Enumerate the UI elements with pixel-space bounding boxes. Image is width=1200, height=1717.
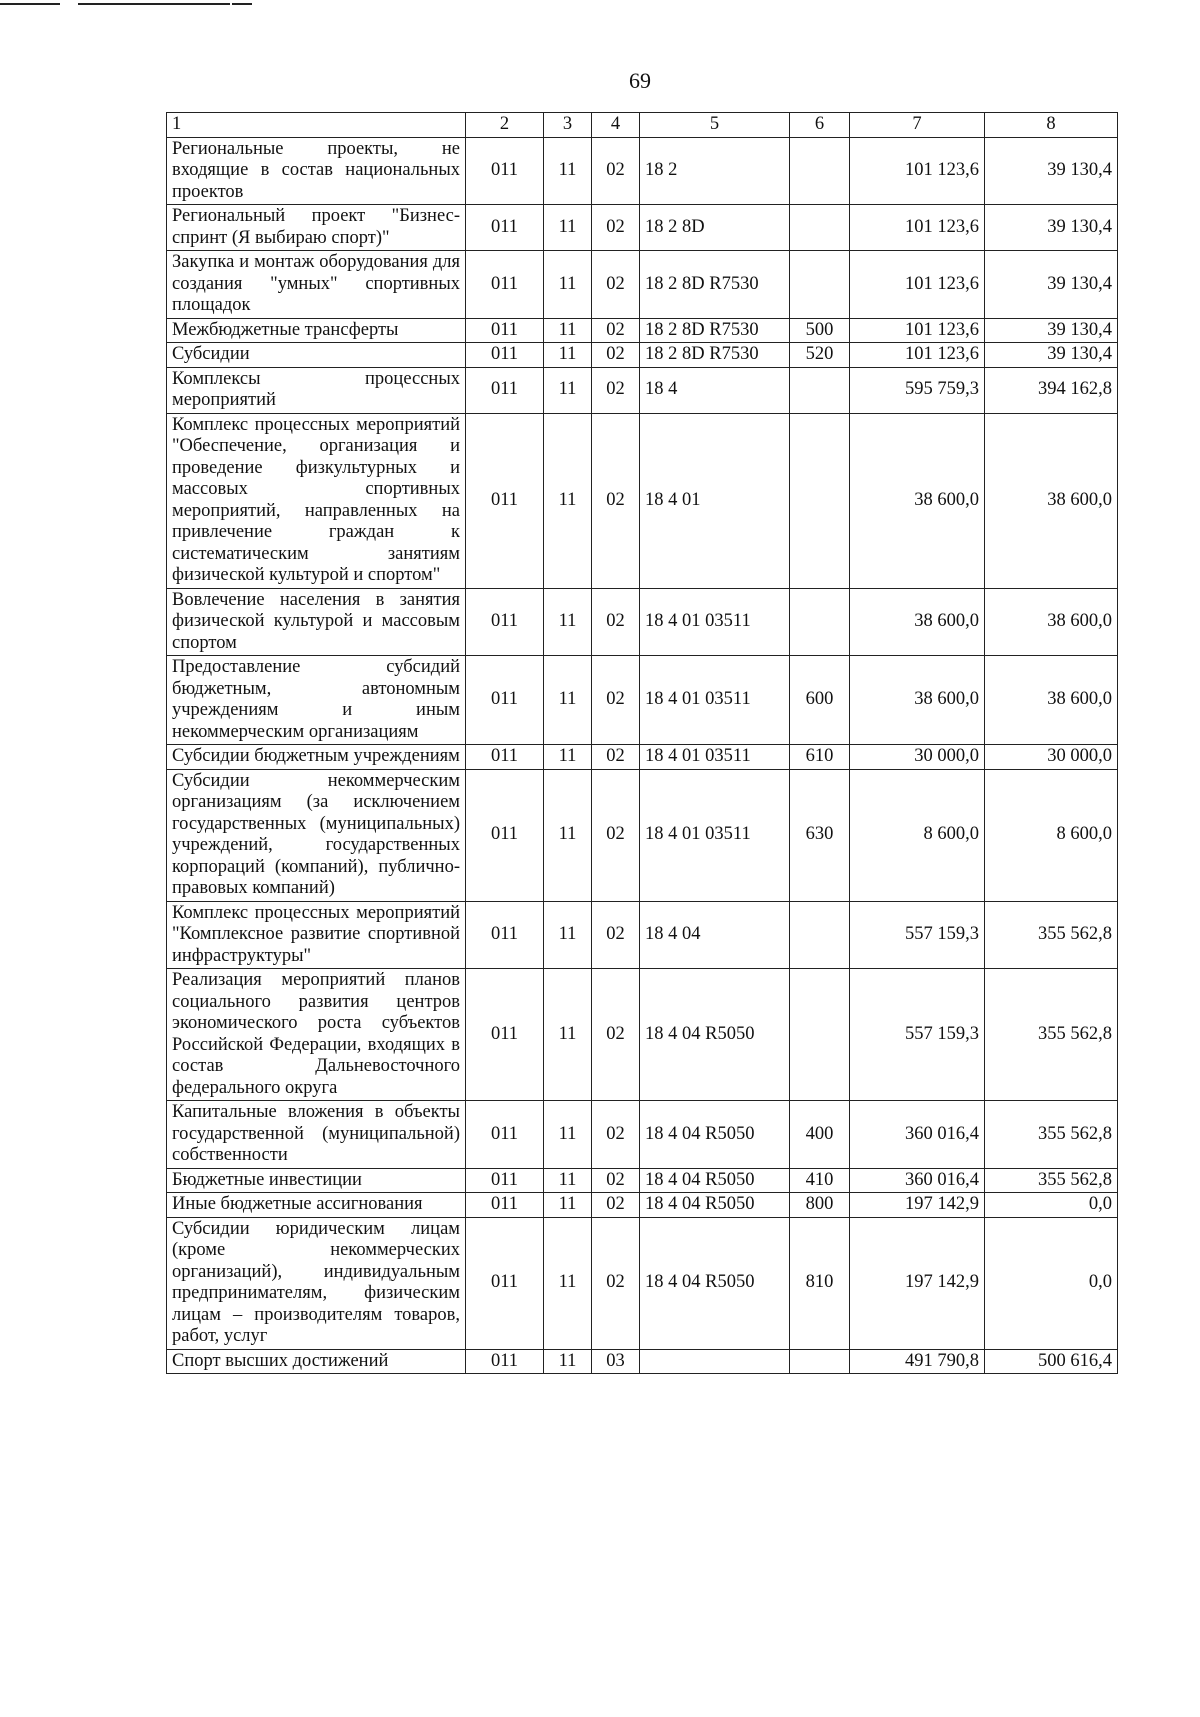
ministry-code-cell: 011 bbox=[466, 137, 544, 205]
row-name-cell: Бюджетные инвестиции bbox=[167, 1168, 466, 1193]
row-name-cell: Региональный проект "Бизнес-спринт (Я выбираю спорт)" bbox=[167, 205, 466, 251]
table-row bbox=[167, 413, 1118, 588]
section-code-cell: 11 bbox=[544, 1349, 592, 1374]
table-row bbox=[167, 318, 1118, 343]
target-article-cell: 18 4 01 bbox=[640, 413, 790, 588]
section-code-cell: 11 bbox=[544, 656, 592, 745]
section-code-cell: 11 bbox=[544, 745, 592, 770]
subsection-code-cell: 02 bbox=[592, 969, 640, 1101]
amount-year2-cell: 39 130,4 bbox=[985, 343, 1118, 368]
expense-type-cell bbox=[790, 1349, 850, 1374]
header-cell: 4 bbox=[592, 113, 640, 138]
ministry-code-cell: 011 bbox=[466, 901, 544, 969]
amount-year2-cell: 38 600,0 bbox=[985, 656, 1118, 745]
row-name-cell: Комплекс процессных мероприятий "Комплексное развитие спортивной инфраструктуры" bbox=[167, 901, 466, 969]
expense-type-cell bbox=[790, 588, 850, 656]
ministry-code-cell: 011 bbox=[466, 588, 544, 656]
row-name-cell: Субсидии некоммерческим организациям (за исключением государственных (муниципальных) учреждений, государственных корпораций (компаний), публично-правовых компаний) bbox=[167, 769, 466, 901]
section-code-cell: 11 bbox=[544, 137, 592, 205]
row-name-cell: Межбюджетные трансферты bbox=[167, 318, 466, 343]
amount-year1-cell: 360 016,4 bbox=[850, 1168, 985, 1193]
amount-year1-cell: 101 123,6 bbox=[850, 343, 985, 368]
ministry-code-cell: 011 bbox=[466, 769, 544, 901]
amount-year2-cell: 500 616,4 bbox=[985, 1349, 1118, 1374]
expense-type-cell bbox=[790, 251, 850, 319]
subsection-code-cell: 02 bbox=[592, 901, 640, 969]
ministry-code-cell: 011 bbox=[466, 318, 544, 343]
ministry-code-cell: 011 bbox=[466, 745, 544, 770]
target-article-cell: 18 4 04 R5050 bbox=[640, 1168, 790, 1193]
header-cell: 6 bbox=[790, 113, 850, 138]
amount-year1-cell: 38 600,0 bbox=[850, 413, 985, 588]
amount-year1-cell: 38 600,0 bbox=[850, 656, 985, 745]
header-cell: 3 bbox=[544, 113, 592, 138]
subsection-code-cell: 02 bbox=[592, 343, 640, 368]
row-name-cell: Иные бюджетные ассигнования bbox=[167, 1193, 466, 1218]
ministry-code-cell: 011 bbox=[466, 1101, 544, 1169]
row-name-cell: Капитальные вложения в объекты государственной (муниципальной) собственности bbox=[167, 1101, 466, 1169]
target-article-cell bbox=[640, 1349, 790, 1374]
expense-type-cell: 500 bbox=[790, 318, 850, 343]
subsection-code-cell: 02 bbox=[592, 1217, 640, 1349]
table-row bbox=[167, 588, 1118, 656]
expense-type-cell: 600 bbox=[790, 656, 850, 745]
table-row bbox=[167, 901, 1118, 969]
expense-type-cell: 630 bbox=[790, 769, 850, 901]
expense-type-cell: 400 bbox=[790, 1101, 850, 1169]
subsection-code-cell: 02 bbox=[592, 1101, 640, 1169]
scan-edge-line bbox=[0, 3, 60, 5]
table-row bbox=[167, 1217, 1118, 1349]
amount-year2-cell: 0,0 bbox=[985, 1217, 1118, 1349]
amount-year1-cell: 101 123,6 bbox=[850, 205, 985, 251]
section-code-cell: 11 bbox=[544, 1101, 592, 1169]
section-code-cell: 11 bbox=[544, 413, 592, 588]
target-article-cell: 18 2 8D R7530 bbox=[640, 318, 790, 343]
header-cell: 5 bbox=[640, 113, 790, 138]
table-row bbox=[167, 1193, 1118, 1218]
header-cell: 8 bbox=[985, 113, 1118, 138]
header-cell: 7 bbox=[850, 113, 985, 138]
section-code-cell: 11 bbox=[544, 205, 592, 251]
expense-type-cell: 810 bbox=[790, 1217, 850, 1349]
section-code-cell: 11 bbox=[544, 1168, 592, 1193]
row-name-cell: Субсидии бюджетным учреждениям bbox=[167, 745, 466, 770]
subsection-code-cell: 02 bbox=[592, 413, 640, 588]
target-article-cell: 18 4 04 bbox=[640, 901, 790, 969]
target-article-cell: 18 4 01 03511 bbox=[640, 769, 790, 901]
amount-year1-cell: 360 016,4 bbox=[850, 1101, 985, 1169]
amount-year1-cell: 557 159,3 bbox=[850, 901, 985, 969]
row-name-cell: Спорт высших достижений bbox=[167, 1349, 466, 1374]
expense-type-cell bbox=[790, 969, 850, 1101]
expense-type-cell bbox=[790, 901, 850, 969]
amount-year2-cell: 38 600,0 bbox=[985, 413, 1118, 588]
table-row bbox=[167, 137, 1118, 205]
ministry-code-cell: 011 bbox=[466, 367, 544, 413]
table-row bbox=[167, 367, 1118, 413]
ministry-code-cell: 011 bbox=[466, 205, 544, 251]
scan-edge-line bbox=[232, 3, 252, 5]
amount-year1-cell: 595 759,3 bbox=[850, 367, 985, 413]
target-article-cell: 18 2 8D bbox=[640, 205, 790, 251]
budget-table bbox=[166, 112, 1118, 1374]
subsection-code-cell: 02 bbox=[592, 588, 640, 656]
amount-year1-cell: 197 142,9 bbox=[850, 1193, 985, 1218]
section-code-cell: 11 bbox=[544, 969, 592, 1101]
table-row bbox=[167, 251, 1118, 319]
target-article-cell: 18 2 bbox=[640, 137, 790, 205]
amount-year1-cell: 30 000,0 bbox=[850, 745, 985, 770]
budget-table-body bbox=[167, 113, 1118, 1374]
target-article-cell: 18 4 04 R5050 bbox=[640, 969, 790, 1101]
table-row bbox=[167, 1349, 1118, 1374]
row-name-cell: Комплексы процессных мероприятий bbox=[167, 367, 466, 413]
row-name-cell: Комплекс процессных мероприятий "Обеспечение, организация и проведение физкультурных и массовых спортивных мероприятий, направленных на привлечение граждан к систематическим занятиям физической культурой и спортом" bbox=[167, 413, 466, 588]
row-name-cell: Предоставление субсидий бюджетным, автономным учреждениям и иным некоммерческим организациям bbox=[167, 656, 466, 745]
ministry-code-cell: 011 bbox=[466, 656, 544, 745]
amount-year2-cell: 30 000,0 bbox=[985, 745, 1118, 770]
expense-type-cell: 520 bbox=[790, 343, 850, 368]
ministry-code-cell: 011 bbox=[466, 251, 544, 319]
section-code-cell: 11 bbox=[544, 769, 592, 901]
ministry-code-cell: 011 bbox=[466, 1349, 544, 1374]
section-code-cell: 11 bbox=[544, 588, 592, 656]
page-number: 69 bbox=[629, 68, 651, 93]
amount-year2-cell: 394 162,8 bbox=[985, 367, 1118, 413]
header-cell: 2 bbox=[466, 113, 544, 138]
table-row bbox=[167, 343, 1118, 368]
section-code-cell: 11 bbox=[544, 901, 592, 969]
amount-year1-cell: 101 123,6 bbox=[850, 137, 985, 205]
expense-type-cell bbox=[790, 137, 850, 205]
subsection-code-cell: 02 bbox=[592, 656, 640, 745]
amount-year1-cell: 8 600,0 bbox=[850, 769, 985, 901]
section-code-cell: 11 bbox=[544, 1217, 592, 1349]
target-article-cell: 18 4 01 03511 bbox=[640, 588, 790, 656]
row-name-cell: Субсидии bbox=[167, 343, 466, 368]
amount-year1-cell: 101 123,6 bbox=[850, 251, 985, 319]
table-row bbox=[167, 656, 1118, 745]
amount-year2-cell: 39 130,4 bbox=[985, 205, 1118, 251]
table-row bbox=[167, 1101, 1118, 1169]
section-code-cell: 11 bbox=[544, 367, 592, 413]
amount-year1-cell: 38 600,0 bbox=[850, 588, 985, 656]
ministry-code-cell: 011 bbox=[466, 969, 544, 1101]
subsection-code-cell: 02 bbox=[592, 769, 640, 901]
expense-type-cell: 610 bbox=[790, 745, 850, 770]
target-article-cell: 18 4 01 03511 bbox=[640, 656, 790, 745]
expense-type-cell bbox=[790, 367, 850, 413]
amount-year2-cell: 355 562,8 bbox=[985, 901, 1118, 969]
amount-year2-cell: 8 600,0 bbox=[985, 769, 1118, 901]
ministry-code-cell: 011 bbox=[466, 1168, 544, 1193]
amount-year2-cell: 355 562,8 bbox=[985, 1101, 1118, 1169]
table-row bbox=[167, 969, 1118, 1101]
header-cell: 1 bbox=[167, 113, 466, 138]
amount-year2-cell: 39 130,4 bbox=[985, 137, 1118, 205]
table-row bbox=[167, 745, 1118, 770]
amount-year2-cell: 38 600,0 bbox=[985, 588, 1118, 656]
amount-year2-cell: 355 562,8 bbox=[985, 969, 1118, 1101]
target-article-cell: 18 4 04 R5050 bbox=[640, 1217, 790, 1349]
subsection-code-cell: 03 bbox=[592, 1349, 640, 1374]
subsection-code-cell: 02 bbox=[592, 1168, 640, 1193]
target-article-cell: 18 4 bbox=[640, 367, 790, 413]
amount-year1-cell: 491 790,8 bbox=[850, 1349, 985, 1374]
row-name-cell: Закупка и монтаж оборудования для создания "умных" спортивных площадок bbox=[167, 251, 466, 319]
amount-year1-cell: 557 159,3 bbox=[850, 969, 985, 1101]
subsection-code-cell: 02 bbox=[592, 137, 640, 205]
table-row bbox=[167, 205, 1118, 251]
amount-year1-cell: 197 142,9 bbox=[850, 1217, 985, 1349]
section-code-cell: 11 bbox=[544, 318, 592, 343]
subsection-code-cell: 02 bbox=[592, 318, 640, 343]
scan-edge-line bbox=[78, 3, 230, 5]
ministry-code-cell: 011 bbox=[466, 1193, 544, 1218]
expense-type-cell bbox=[790, 205, 850, 251]
target-article-cell: 18 4 04 R5050 bbox=[640, 1193, 790, 1218]
target-article-cell: 18 2 8D R7530 bbox=[640, 343, 790, 368]
table-header-row bbox=[167, 113, 1118, 138]
section-code-cell: 11 bbox=[544, 1193, 592, 1218]
amount-year2-cell: 39 130,4 bbox=[985, 251, 1118, 319]
target-article-cell: 18 4 04 R5050 bbox=[640, 1101, 790, 1169]
section-code-cell: 11 bbox=[544, 251, 592, 319]
row-name-cell: Вовлечение населения в занятия физической культурой и массовым спортом bbox=[167, 588, 466, 656]
table-row bbox=[167, 1168, 1118, 1193]
subsection-code-cell: 02 bbox=[592, 205, 640, 251]
subsection-code-cell: 02 bbox=[592, 1193, 640, 1218]
expense-type-cell bbox=[790, 413, 850, 588]
subsection-code-cell: 02 bbox=[592, 745, 640, 770]
ministry-code-cell: 011 bbox=[466, 1217, 544, 1349]
ministry-code-cell: 011 bbox=[466, 413, 544, 588]
subsection-code-cell: 02 bbox=[592, 367, 640, 413]
expense-type-cell: 800 bbox=[790, 1193, 850, 1218]
target-article-cell: 18 4 01 03511 bbox=[640, 745, 790, 770]
expense-type-cell: 410 bbox=[790, 1168, 850, 1193]
amount-year1-cell: 101 123,6 bbox=[850, 318, 985, 343]
table-row bbox=[167, 769, 1118, 901]
ministry-code-cell: 011 bbox=[466, 343, 544, 368]
section-code-cell: 11 bbox=[544, 343, 592, 368]
row-name-cell: Реализация мероприятий планов социального развития центров экономического роста субъектов Российской Федерации, входящих в состав Дальневосточного федерального округа bbox=[167, 969, 466, 1101]
amount-year2-cell: 0,0 bbox=[985, 1193, 1118, 1218]
amount-year2-cell: 39 130,4 bbox=[985, 318, 1118, 343]
target-article-cell: 18 2 8D R7530 bbox=[640, 251, 790, 319]
subsection-code-cell: 02 bbox=[592, 251, 640, 319]
row-name-cell: Региональные проекты, не входящие в состав национальных проектов bbox=[167, 137, 466, 205]
row-name-cell: Субсидии юридическим лицам (кроме некоммерческих организаций), индивидуальным предпринимателям, физическим лицам – производителям товаров, работ, услуг bbox=[167, 1217, 466, 1349]
amount-year2-cell: 355 562,8 bbox=[985, 1168, 1118, 1193]
